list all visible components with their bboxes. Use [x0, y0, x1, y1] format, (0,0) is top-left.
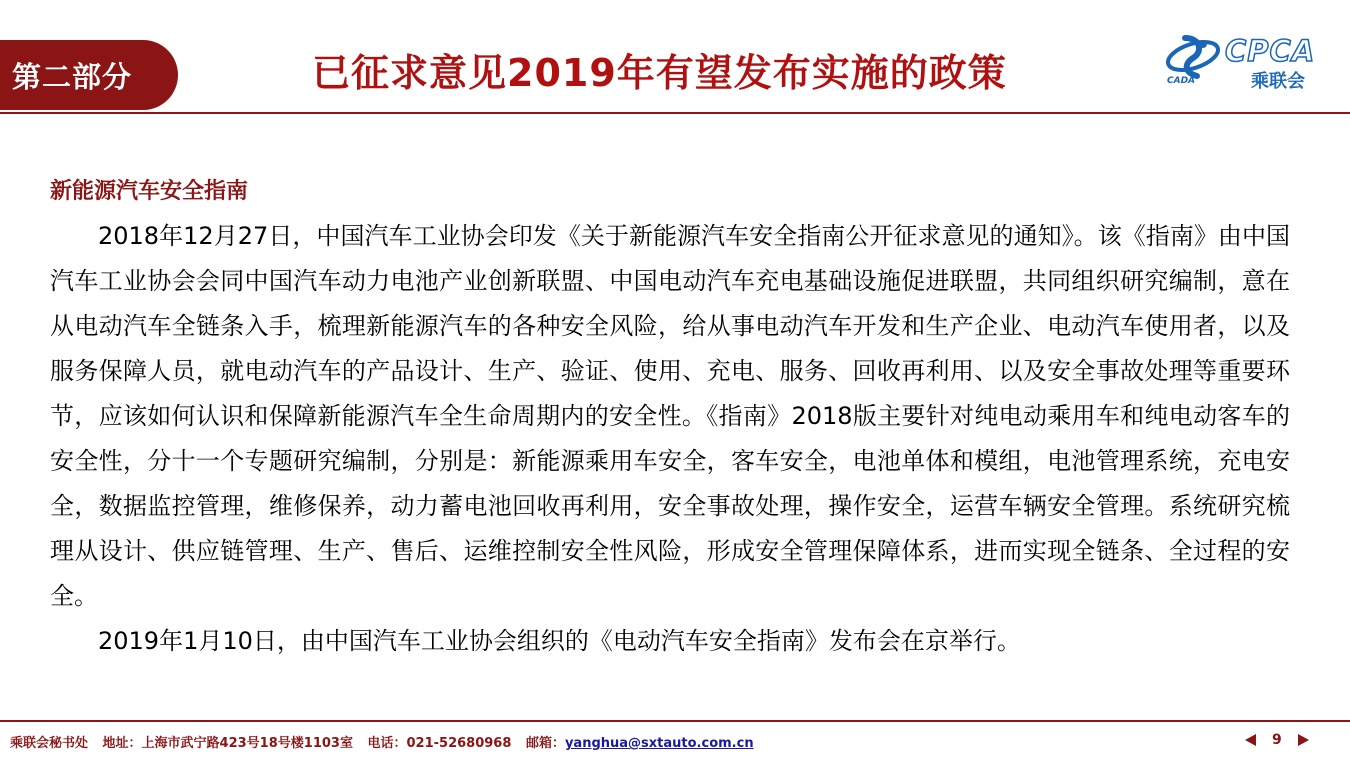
- section-subheading: 新能源汽车安全指南: [50, 179, 249, 204]
- cpca-logo: [1163, 32, 1343, 92]
- triangle-right-icon: [1297, 734, 1309, 746]
- footer-email-label: 邮箱：: [525, 736, 565, 751]
- footer-divider: [0, 720, 1350, 722]
- footer-contact: [10, 732, 754, 751]
- triangle-left-icon: [1245, 734, 1257, 746]
- logo-brand-text: CPCA: [1225, 34, 1316, 68]
- slide-pager: [1244, 728, 1310, 752]
- logo-chinese-name: 乘联会: [1251, 71, 1305, 92]
- header-divider: [0, 112, 1350, 114]
- footer-org: 乘联会秘书处: [10, 736, 89, 751]
- section-label: 第二部分: [12, 59, 133, 94]
- page-number: 9: [1272, 732, 1282, 748]
- body-paragraph: 2019年1月10日，由中国汽车工业协会组织的《电动汽车安全指南》发布会在京举行。: [98, 627, 1021, 655]
- footer-email-link[interactable]: yanghua@sxtauto.com.cn: [564, 736, 754, 751]
- footer-phone: 电话：021-52680968: [367, 736, 512, 751]
- next-slide-button[interactable]: [1296, 733, 1310, 747]
- logo-sub-text: CADA: [1167, 76, 1196, 86]
- prev-slide-button[interactable]: [1244, 733, 1258, 747]
- slide-title: 已征求意见2019年有望发布实施的政策: [312, 51, 1007, 95]
- footer-address: 地址：上海市武宁路423号18号楼1103室: [102, 736, 353, 751]
- content-area: [50, 170, 1290, 664]
- body-paragraph: 2018年12月27日，中国汽车工业协会印发《关于新能源汽车安全指南公开征求意见的通知》。该《指南》由中国汽车工业协会会同中国汽车动力电池产业创新联盟、中国电动汽车充电基础设施促进联盟，共同组织研究编制，意在从电动汽车全链条入手，梳理新能源汽车的各种安全风险，给从事电动汽车开发和生产企业、电动汽车使用者，以及服务保障人员，就电动汽车的产品设计、生产、验证、使用、充电、服务、回收再利用、以及安全事故处理等重要环节，应该如何认识和保障新能源汽车全生命周期内的安全性。《指南》2018版主要针对纯电动乘用车和纯电动客车的安全性，分十一个专题研究编制，分别是：新能源乘用车安全，客车安全，电池单体和模组，电池管理系统，充电安全，数据监控管理，维修保养，动力蓄电池回收再利用，安全事故处理，操作安全，运营车辆安全管理。系统研究梳理从设计、供应链管理、生产、售后、运维控制安全性风险，形成安全管理保障体系，进而实现全链条、全过程的安全。: [50, 222, 1290, 610]
- section-tab: [0, 40, 178, 110]
